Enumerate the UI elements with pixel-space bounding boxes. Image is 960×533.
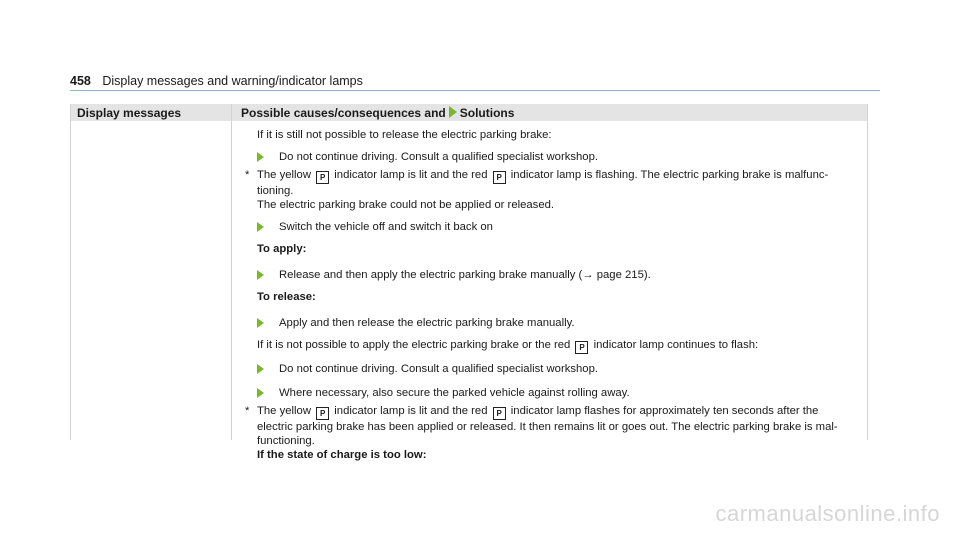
paragraph: The electric parking brake could not be applied or released. (257, 199, 555, 211)
step-arrow-icon (257, 152, 264, 162)
col-display-messages-header: Display messages (77, 106, 182, 120)
asterisk-marker: * (245, 169, 250, 181)
messages-table (70, 104, 868, 461)
parking-brake-icon: P (316, 407, 329, 420)
step-arrow-icon (257, 364, 264, 374)
step-arrow-icon (257, 270, 264, 280)
col-causes-label: Possible causes/consequences and (241, 106, 446, 120)
step-arrow-icon (257, 318, 264, 328)
col-solutions-label: Solutions (459, 106, 515, 120)
parking-brake-icon: P (493, 407, 506, 420)
step-item: Do not continue driving. Consult a qualified specialist workshop. (257, 362, 877, 376)
parking-brake-icon: P (575, 341, 588, 354)
subheading-apply: To apply: (257, 243, 307, 255)
paragraph: If it is not possible to apply the electric parking brake or the red P indicator lamp continues to flash: (257, 339, 759, 352)
table-border-left (70, 104, 71, 440)
page-number: 458 (70, 74, 91, 88)
header-rule (70, 90, 880, 91)
col-causes-header (241, 106, 514, 120)
step-arrow-icon (257, 388, 264, 398)
footnote-item: * The yellow P indicator lamp is lit and the red P indicator lamp is flashing. The electric parking brake is malfunc- tioning. (245, 169, 829, 197)
step-item: Where necessary, also secure the parked vehicle against rolling away. (257, 386, 877, 400)
step-arrow-icon (257, 222, 264, 232)
footnote-item: * The yellow P indicator lamp is lit and the red P indicator lamp flashes for approximately ten seconds after the electric parking brake has been applied or released. It then remains lit or goes out. The electric parking brake is mal- functioning. (245, 405, 838, 447)
watermark: carmanualsonline.info (715, 501, 940, 526)
step-item: Switch the vehicle off and switch it back on (257, 220, 877, 234)
table-header (70, 104, 868, 121)
subheading-release: To release: (257, 291, 316, 303)
column-divider (231, 104, 232, 440)
page-title: Display messages and warning/indicator lamps (102, 74, 363, 88)
step-item: Apply and then release the electric parking brake manually. (257, 316, 877, 330)
parking-brake-icon: P (316, 171, 329, 184)
step-item: Release and then apply the electric parking brake manually (→ page 215). (257, 268, 877, 282)
solution-arrow-icon (449, 106, 457, 118)
parking-brake-icon: P (493, 171, 506, 184)
solutions-content (245, 128, 877, 462)
step-item: Do not continue driving. Consult a qualified specialist workshop. (257, 150, 877, 164)
page-header (70, 74, 363, 88)
asterisk-marker: * (245, 405, 250, 417)
subheading-charge: If the state of charge is too low: (257, 449, 427, 461)
paragraph: If it is still not possible to release the electric parking brake: (257, 129, 552, 141)
